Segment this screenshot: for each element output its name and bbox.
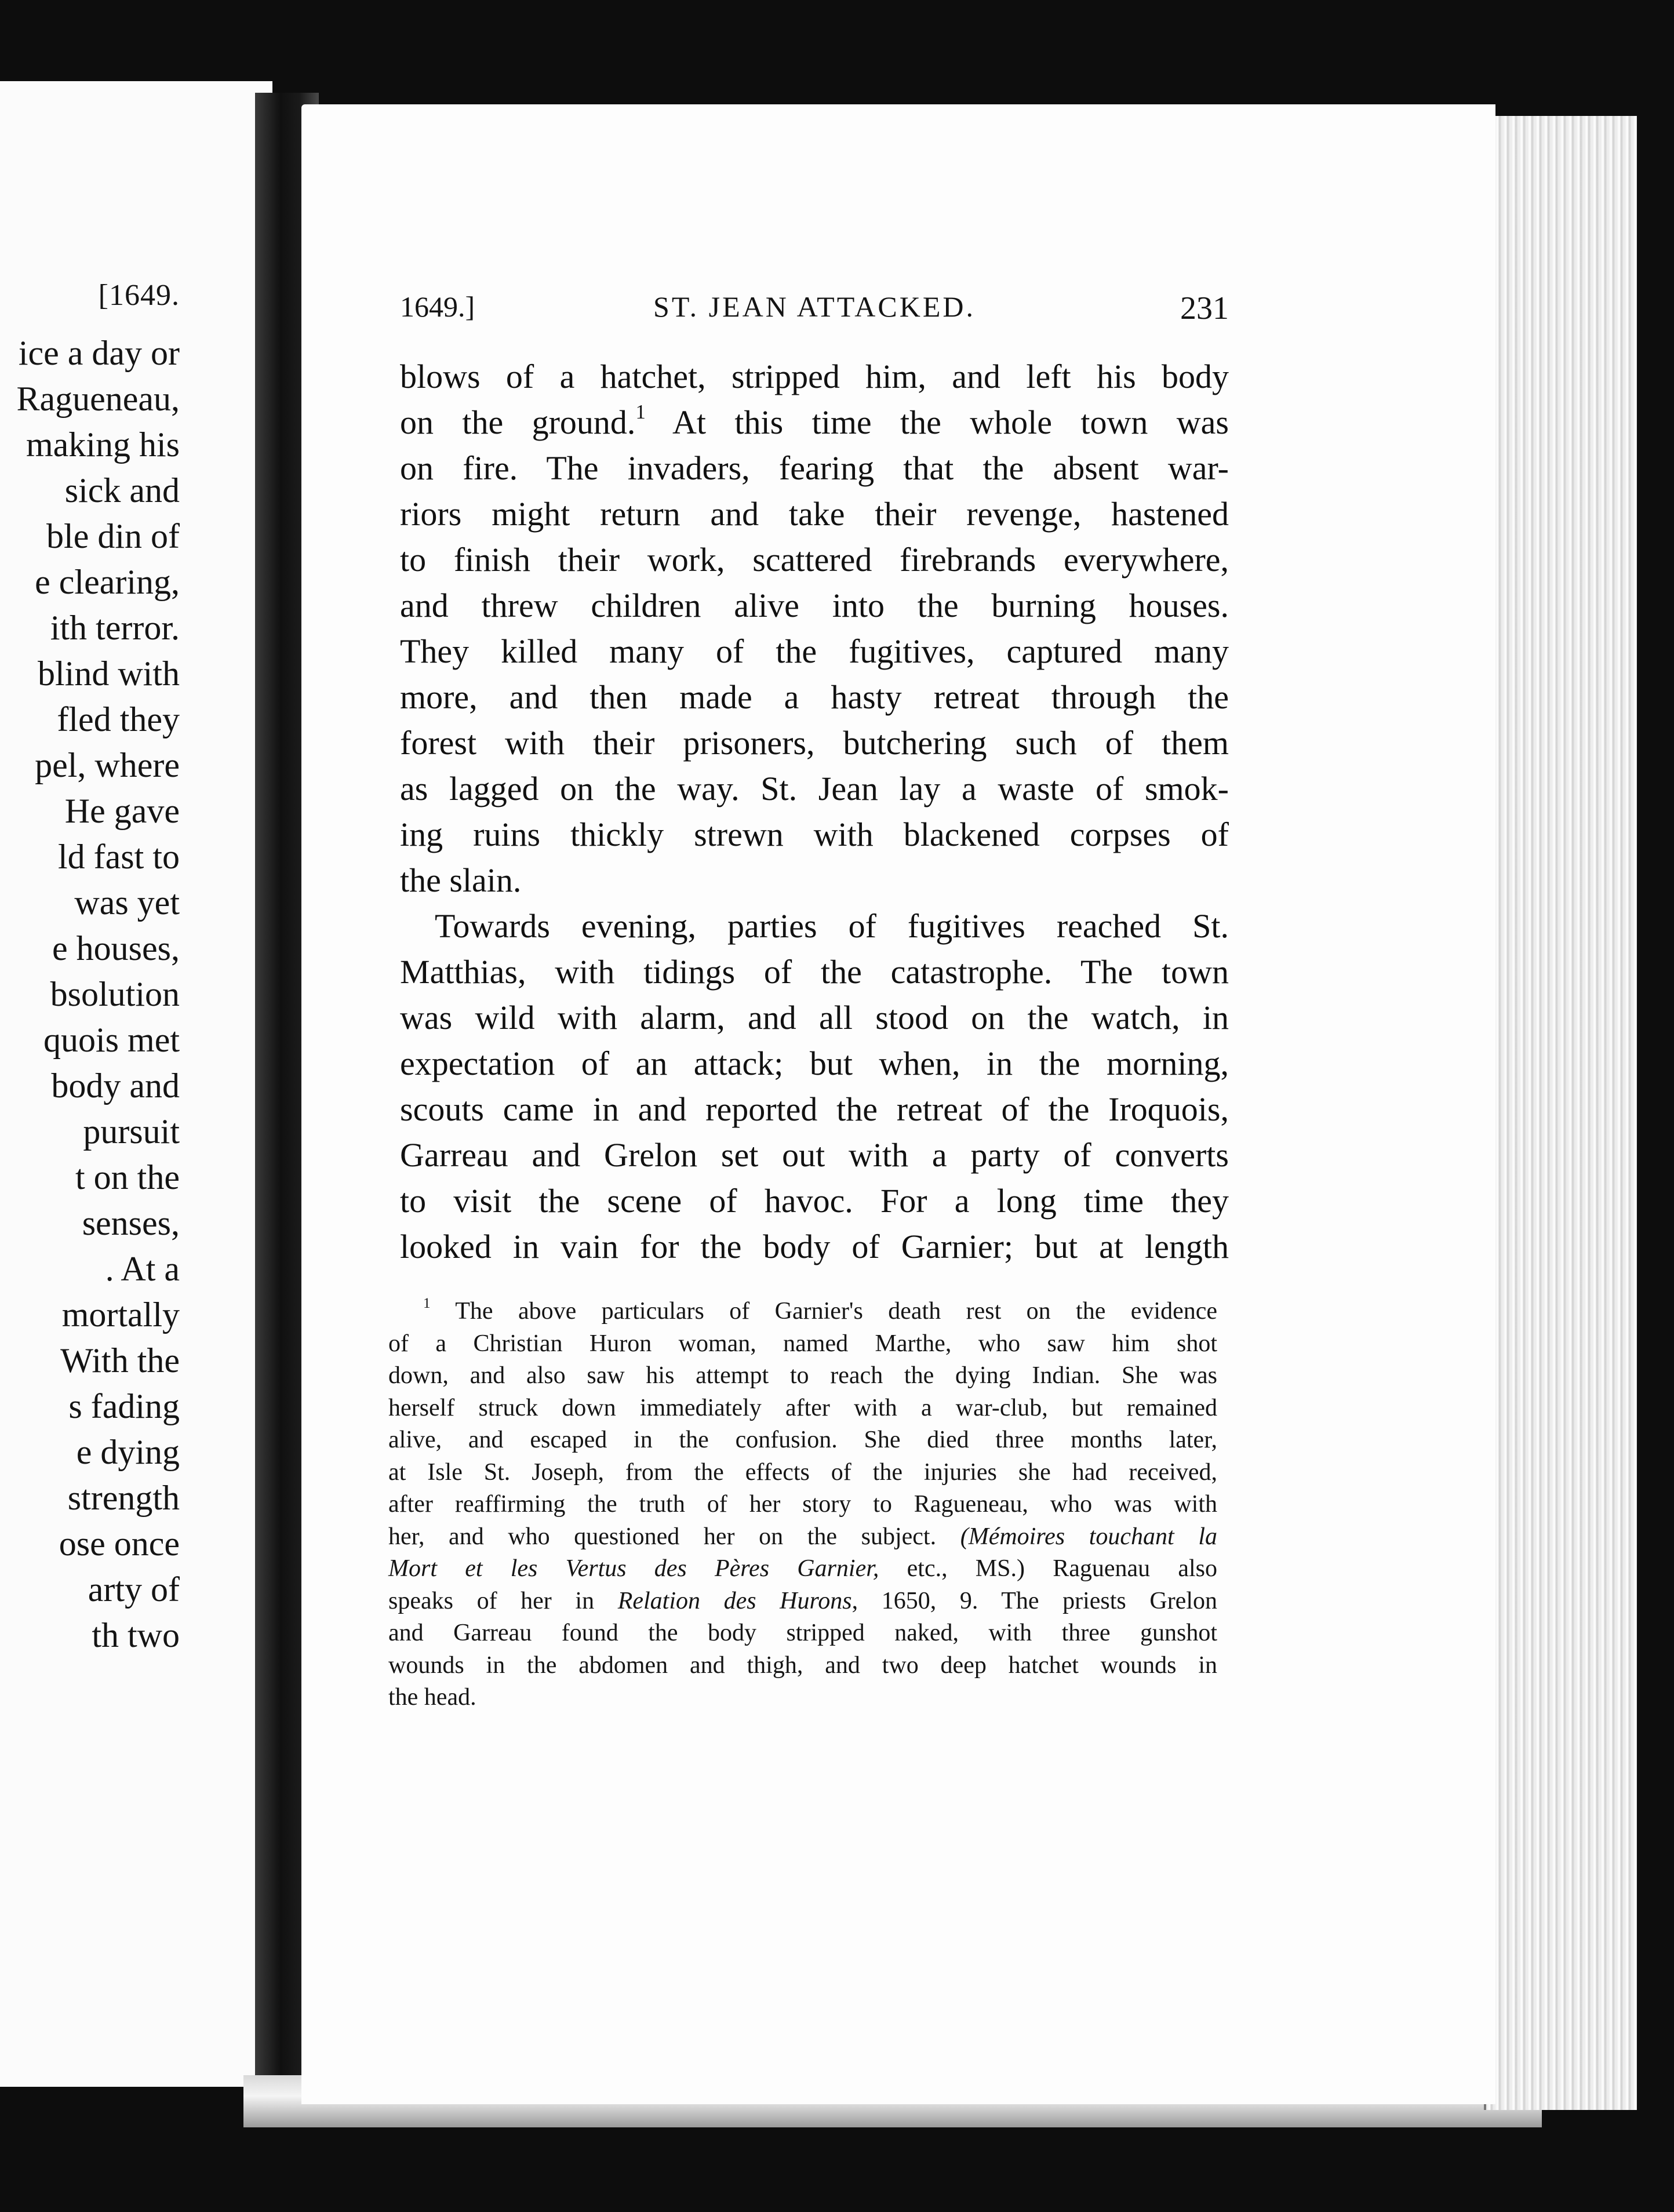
previous-page-line: blind with [37, 654, 180, 693]
footnote-line: at Isle St. Joseph, from the effects of the injuries she had received, [388, 1458, 1217, 1486]
text-fragment: At this time the whole town was [645, 403, 1229, 441]
previous-page-line: was yet [74, 883, 180, 922]
previous-page [0, 81, 272, 2087]
previous-page-line: strength [67, 1479, 180, 1517]
previous-page-line: quois met [43, 1021, 180, 1059]
previous-page-line: ld fast to [58, 838, 180, 876]
previous-page-line: fled they [57, 700, 180, 738]
previous-page-line: e houses, [52, 929, 180, 967]
previous-page-line: bsolution [50, 975, 180, 1013]
previous-page-line: e dying [76, 1433, 180, 1471]
previous-page-line: mortally [61, 1296, 180, 1334]
previous-page-line: ice a day or [18, 334, 180, 372]
previous-page-line: He gave [64, 792, 180, 830]
text-fragment: The above particulars of Garnier's death rest on the evidence [455, 1298, 1218, 1325]
previous-page-line: pel, where [35, 746, 180, 784]
footnote-line: and Garreau found the body stripped naked, with three gunshot [388, 1620, 1217, 1646]
previous-page-line: making his [26, 425, 180, 464]
footnote [388, 1296, 1217, 1714]
text-line: looked in vain for the body of Garnier; but at length [400, 1228, 1229, 1265]
main-text [400, 354, 1229, 1269]
footnote-line: herself struck down immediately after with a war-club, but remained [388, 1394, 1217, 1421]
text-line: Towards evening, parties of fugitives reached St. [435, 907, 1229, 945]
previous-page-text [0, 330, 180, 1658]
footnote-line [388, 1585, 1217, 1618]
text-line: was wild with alarm, and all stood on the watch, in [400, 999, 1229, 1036]
text-line: riors might return and take their revenge, hastened [400, 495, 1229, 533]
text-line: forest with their prisoners, butchering such of them [400, 724, 1229, 762]
footnote-line: after reaffirming the truth of her story to Ragueneau, who was with [388, 1491, 1217, 1518]
text-line: as lagged on the way. St. Jean lay a waste of smok- [400, 770, 1229, 807]
text-fragment: speaks of her in [388, 1587, 595, 1614]
previous-page-line: sick and [64, 471, 180, 510]
text-fragment: , 1650, 9. The priests Grelon [851, 1587, 1217, 1614]
text-line: more, and then made a hasty retreat through the [400, 678, 1229, 716]
text-line: expectation of an attack; but when, in the morning, [400, 1045, 1229, 1082]
previous-page-line: With the [60, 1341, 180, 1380]
footnote-number: 1 [423, 1296, 431, 1312]
page-fore-edge [1484, 116, 1637, 2110]
footnote-marker: 1 [635, 400, 646, 423]
citation-italic: Mort et les Vertus des Pères Garnier, [388, 1555, 879, 1582]
previous-page-line: . At a [105, 1250, 180, 1288]
footnote-line [388, 1521, 1217, 1554]
footnote-line: alive, and escaped in the confusion. She died three months later, [388, 1427, 1217, 1453]
previous-page-line: ith terror. [50, 609, 180, 647]
citation-italic: (Mémoires touchant la [960, 1523, 1218, 1550]
previous-page-header: [1649. [98, 279, 180, 312]
previous-page-line: senses, [82, 1204, 180, 1242]
text-fragment: on the ground. [400, 403, 636, 441]
text-line: and threw children alive into the burning houses. [400, 587, 1229, 624]
text-line: They killed many of the fugitives, captured many [400, 632, 1229, 670]
footnote-line: wounds in the abdomen and thigh, and two deep hatchet wounds in [388, 1651, 1217, 1679]
footnote-line [388, 1296, 1217, 1328]
footnote-line: down, and also saw his attempt to reach the dying Indian. She was [388, 1362, 1217, 1389]
text-fragment: Raguenau also [1053, 1555, 1218, 1582]
running-head-title: ST. JEAN ATTACKED. [653, 290, 976, 323]
previous-page-line: ose once [59, 1525, 180, 1563]
text-line: the slain. [400, 861, 522, 899]
footnote-line: of a Christian Huron woman, named Marthe, who saw him shot [388, 1330, 1217, 1357]
previous-page-line: body and [51, 1067, 180, 1105]
running-head-year: 1649.] [400, 290, 475, 323]
text-fragment: etc., MS.) [879, 1555, 1053, 1582]
previous-page-line: th two [92, 1616, 180, 1654]
footnote-line [388, 1553, 1217, 1585]
text-line: to visit the scene of havoc. For a long time they [400, 1182, 1229, 1220]
citation-italic: Relation des Hurons [617, 1587, 852, 1614]
page-number: 231 [1180, 290, 1229, 326]
footnote-line: the head. [388, 1684, 476, 1711]
text-line: blows of a hatchet, stripped him, and left his body [400, 358, 1229, 395]
previous-page-line: pursuit [83, 1112, 180, 1151]
previous-page-line: t on the [75, 1158, 180, 1196]
previous-page-line: s fading [68, 1387, 180, 1425]
previous-page-line: ble din of [46, 517, 180, 555]
previous-page-line: Ragueneau, [16, 380, 180, 418]
text-line [400, 399, 1229, 445]
text-fragment: her, and who questioned her on the subject. [388, 1523, 937, 1550]
text-line: Matthias, with tidings of the catastrophe. The town [400, 953, 1229, 991]
text-line: scouts came in and reported the retreat of the Iroquois, [400, 1090, 1229, 1128]
text-line: on fire. The invaders, fearing that the absent war- [400, 449, 1229, 487]
text-line: ing ruins thickly strewn with blackened corpses of [400, 816, 1229, 853]
previous-page-line: arty of [88, 1570, 180, 1609]
running-head [400, 290, 1229, 330]
previous-page-line: e clearing, [35, 563, 180, 601]
text-line: to finish their work, scattered firebrands everywhere, [400, 541, 1229, 579]
text-line: Garreau and Grelon set out with a party of converts [400, 1136, 1229, 1174]
